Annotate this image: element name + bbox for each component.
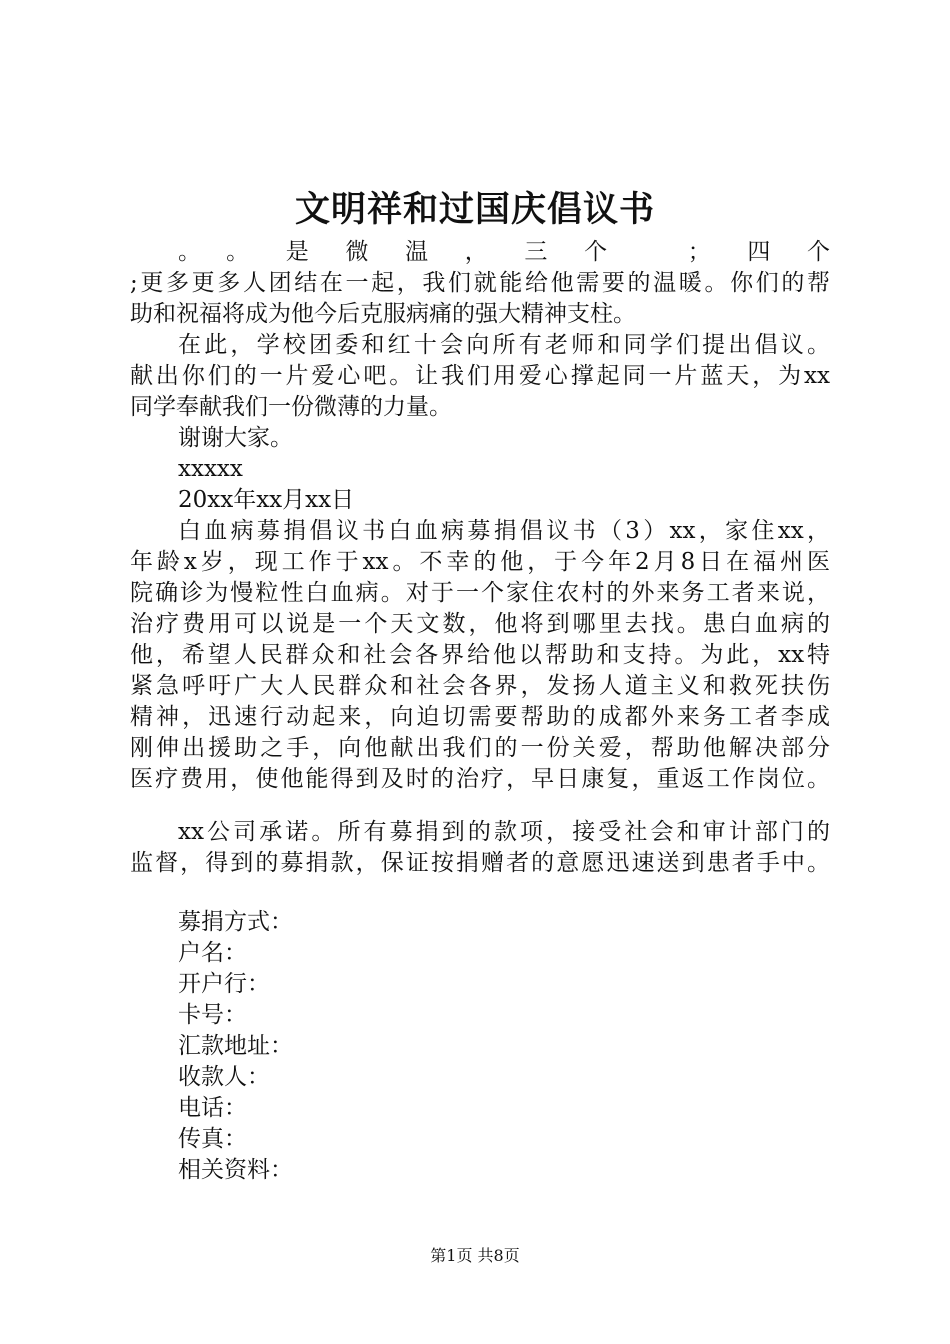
text-line: 谢谢大家。	[178, 425, 293, 451]
text-line: 在此，学校团委和红十会向所有老师和同学们提出倡议。	[178, 332, 830, 358]
card-number-label: 卡号：	[178, 1002, 247, 1028]
text-line: 20xx年xx月xx日	[178, 487, 355, 513]
text-line: 助和祝福将成为他今后克服病痛的强大精神支柱。	[130, 301, 636, 327]
remittance-address-label: 汇款地址：	[178, 1033, 293, 1059]
text-line: ;更多更多人团结在一起，我们就能给他需要的温暖。你们的帮	[130, 270, 830, 296]
bank-label: 开户行：	[178, 971, 270, 997]
account-name-label: 户名：	[178, 940, 247, 966]
text-line: 监督，得到的募捐款，保证按捐赠者的意愿迅速送到患者手中。	[130, 850, 830, 876]
text-line: 年龄x岁，现工作于xx。不幸的他，于今年2月8日在福州医	[130, 549, 830, 575]
fax-label: 传真：	[178, 1126, 247, 1152]
donation-method-label: 募捐方式：	[178, 909, 293, 935]
related-info-label: 相关资料：	[178, 1157, 293, 1183]
text-line: 精神，迅速行动起来，向迫切需要帮助的成都外来务工者李成	[130, 704, 830, 730]
text-line: 同学奉献我们一份微薄的力量。	[130, 394, 452, 420]
text-line: xx公司承诺。所有募捐到的款项，接受社会和审计部门的	[178, 819, 830, 845]
text-line: 。。是微温，三个 ；四个	[178, 239, 830, 265]
text-line: 献出你们的一片爱心吧。让我们用爱心撑起同一片蓝天，为xx	[130, 363, 830, 389]
text-line: 院确诊为慢粒性白血病。对于一个家住农村的外来务工者来说，	[130, 580, 830, 606]
text-line: 紧急呼吁广大人民群众和社会各界，发扬人道主义和救死扶伤	[130, 673, 830, 699]
text-line: 他，希望人民群众和社会各界给他以帮助和支持。为此，xx特	[130, 642, 830, 668]
payee-label: 收款人：	[178, 1064, 270, 1090]
phone-label: 电话：	[178, 1095, 247, 1121]
document-title: 文明祥和过国庆倡议书	[294, 190, 655, 230]
text-line: xxxxx	[178, 456, 243, 482]
text-line: 刚伸出援助之手，向他献出我们的一份关爱，帮助他解决部分	[130, 735, 830, 761]
text-line: 医疗费用，使他能得到及时的治疗，早日康复，重返工作岗位。	[130, 766, 830, 792]
text-line: 治疗费用可以说是一个天文数，他将到哪里去找。患白血病的	[130, 611, 830, 637]
page-footer: 第1页 共8页	[430, 1246, 520, 1265]
text-line: 白血病募捐倡议书白血病募捐倡议书（3）xx，家住xx，	[178, 518, 830, 544]
